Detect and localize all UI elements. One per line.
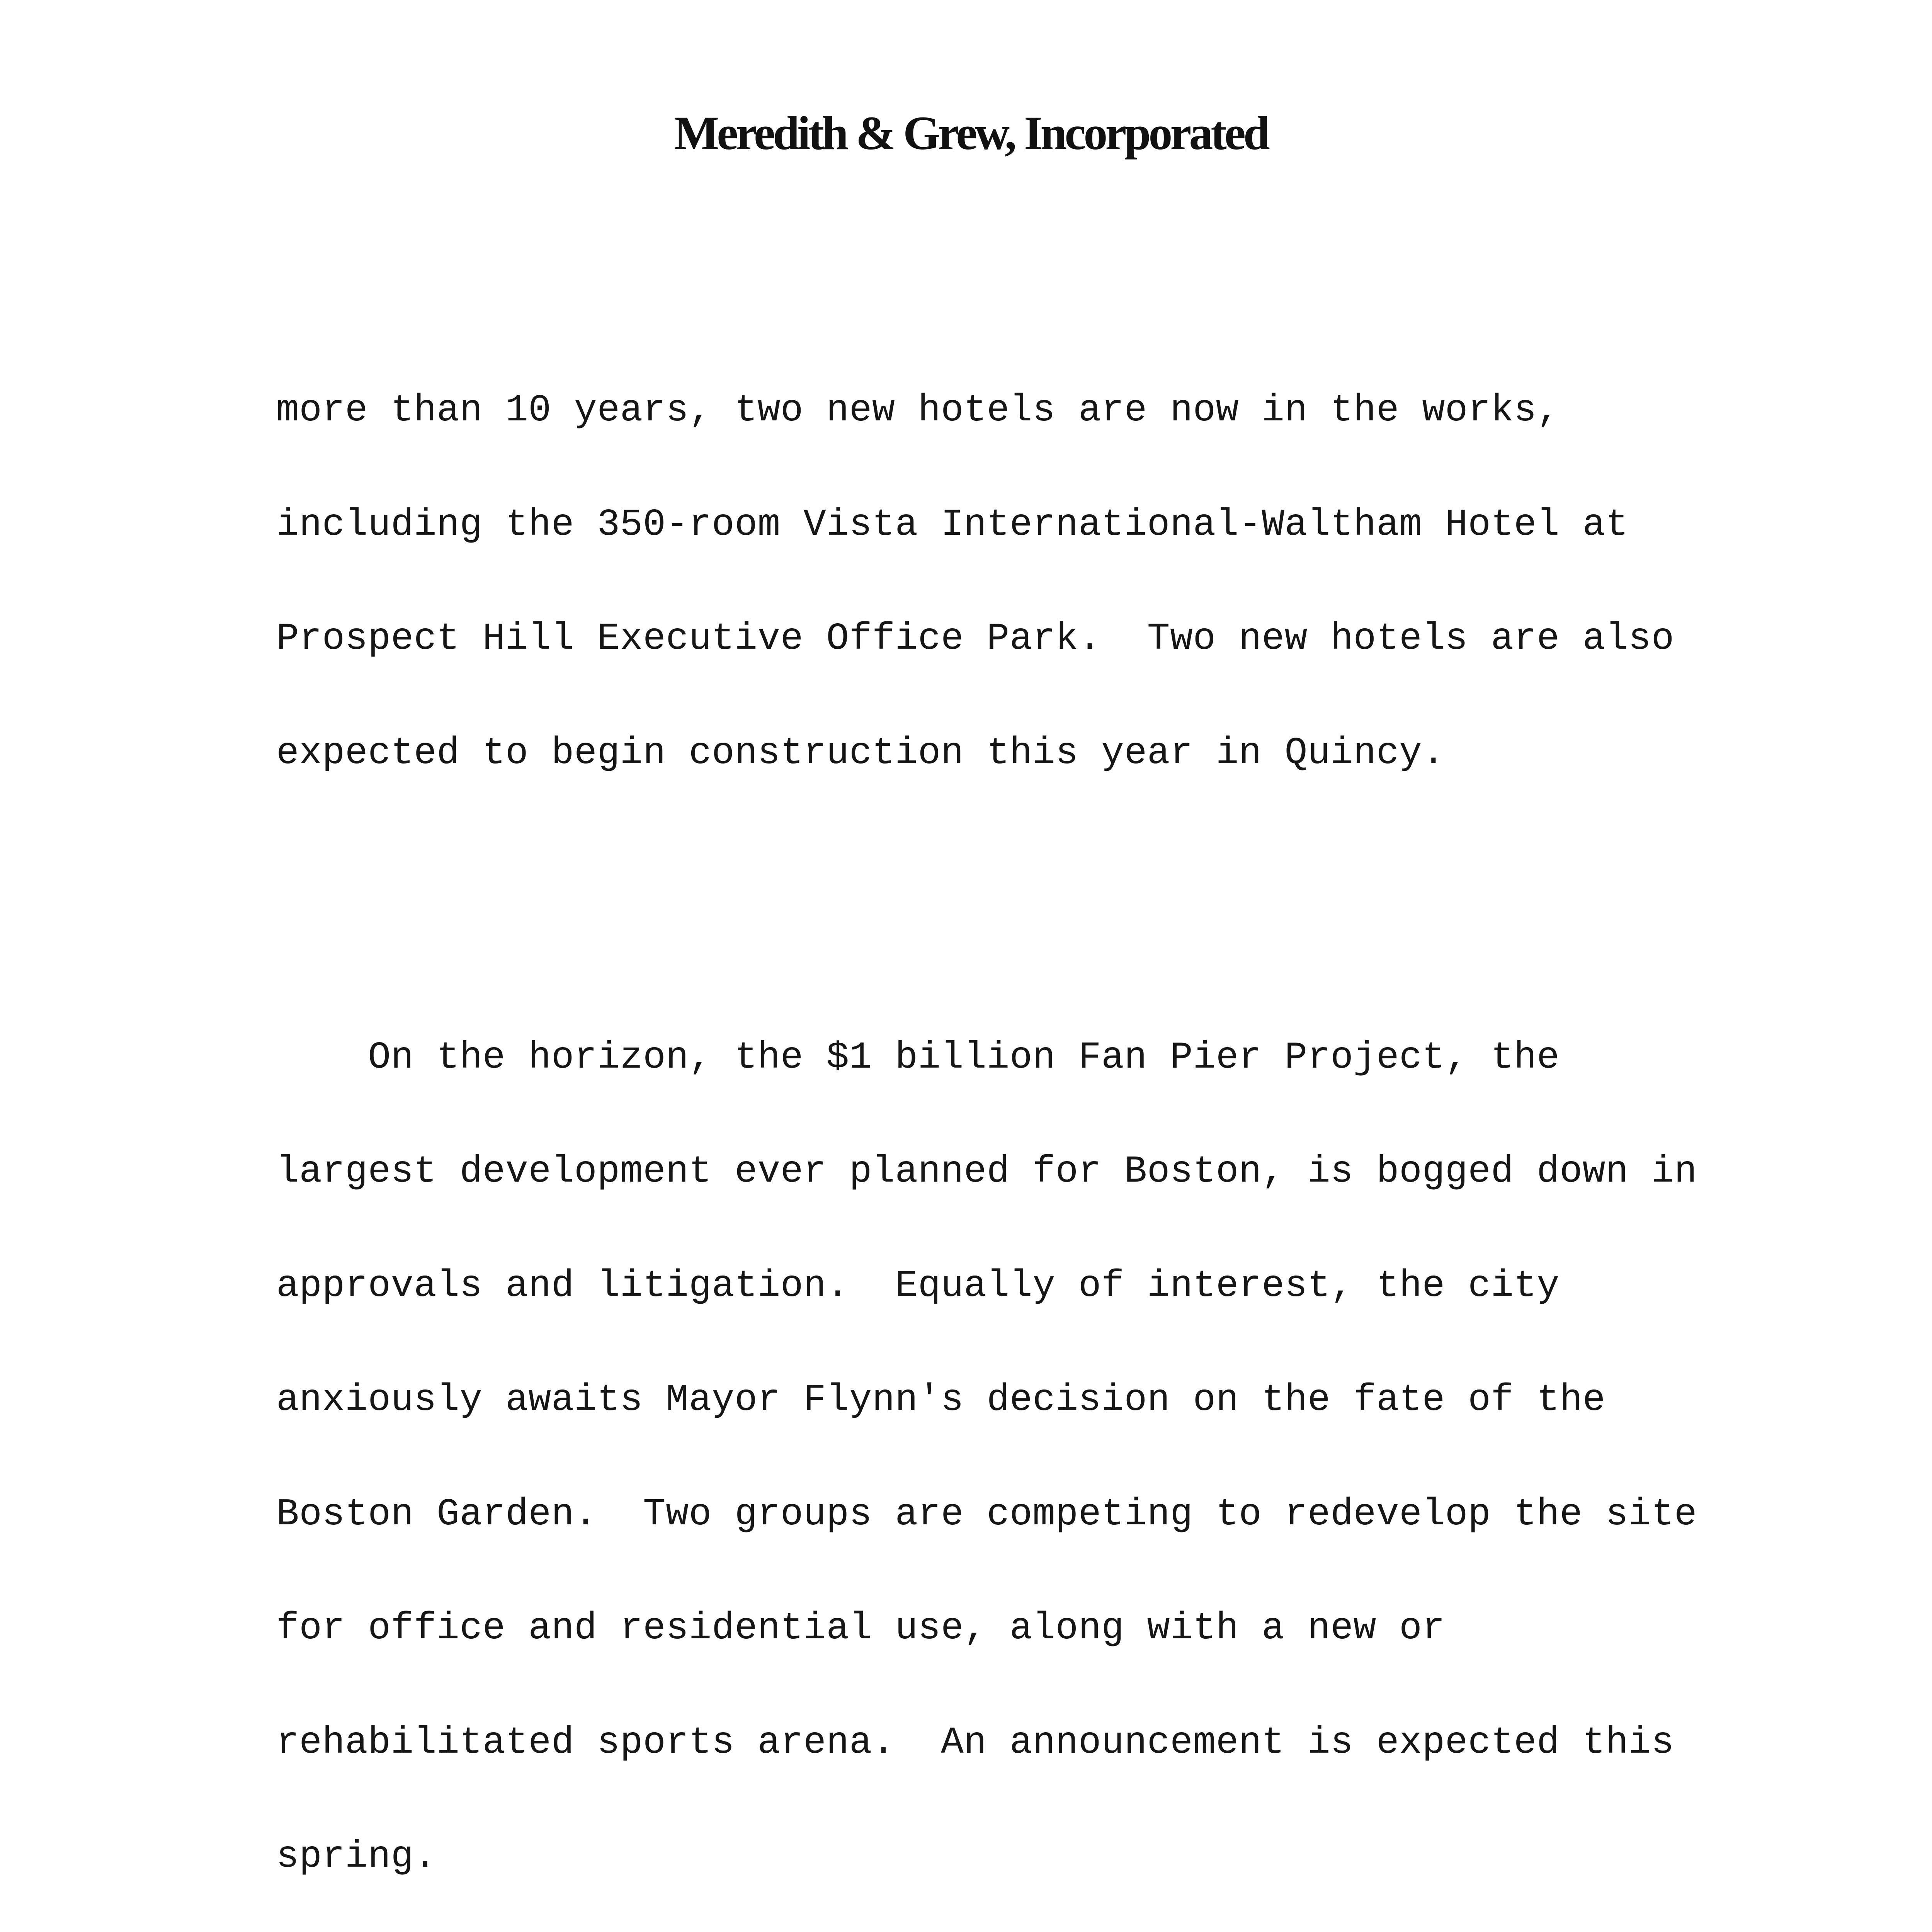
paragraph: [276, 316, 1783, 849]
body-text: [276, 240, 1783, 1932]
text-line: approvals and litigation. Equally of interest, the city: [276, 1264, 1560, 1308]
letterhead-title: Meredith & Grew, Incorporated: [674, 107, 1268, 160]
text-line: spring.: [276, 1835, 437, 1878]
text-line: Boston Garden. Two groups are competing to redevelop the site: [276, 1493, 1697, 1536]
text-line: On the horizon, the $1 billion Fan Pier Project, the: [276, 1036, 1560, 1079]
text-line: including the 350-room Vista International-Waltham Hotel at: [276, 503, 1629, 546]
text-line: Prospect Hill Executive Office Park. Two new hotels are also: [276, 617, 1674, 660]
text-line: rehabilitated sports arena. An announcement is expected this: [276, 1721, 1674, 1764]
text-line: more than 10 years, two new hotels are now in the works,: [276, 389, 1560, 432]
text-line: expected to begin construction this year in Quincy.: [276, 731, 1445, 775]
text-line: for office and residential use, along with a new or: [276, 1607, 1445, 1650]
text-line: anxiously awaits Mayor Flynn's decision on the fate of the: [276, 1379, 1605, 1422]
paragraph: [276, 963, 1783, 1932]
text-line: largest development ever planned for Boston, is bogged down in: [276, 1150, 1697, 1193]
